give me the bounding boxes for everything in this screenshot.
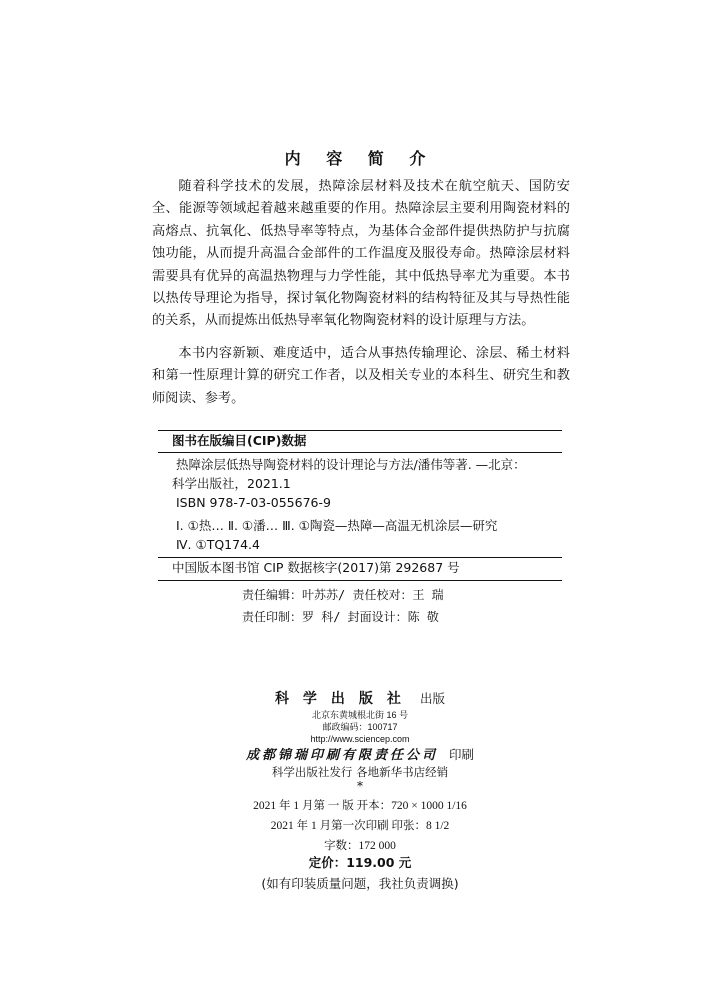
cip-heading: 图书在版编目(CIP)数据 xyxy=(172,433,307,448)
publisher-suffix: 出版 xyxy=(420,691,446,706)
cip-line-4: Ⅰ. ①热… Ⅱ. ①潘… Ⅲ. ①陶瓷—热障—高温无机涂层—研究 xyxy=(176,518,498,533)
separator-star: * xyxy=(357,779,363,793)
printer-line xyxy=(0,744,720,763)
cip-note: 中国版本图书馆 CIP 数据核字(2017)第 292687 号 xyxy=(172,560,460,575)
publisher-line xyxy=(0,688,720,708)
imprint-notice: (如有印装质量问题，我社负责调换) xyxy=(261,876,459,891)
cip-line-3: ISBN 978-7-03-055676-9 xyxy=(176,495,331,510)
imprint-wordcount: 字数：172 000 xyxy=(324,840,396,852)
cip-line-5: Ⅳ. ①TQ174.4 xyxy=(176,537,260,552)
printer-name: 成都锦瑞印刷有限责任公司 xyxy=(245,748,438,763)
publisher-postcode: 邮政编码：100717 xyxy=(322,722,398,732)
cip-heading-rule xyxy=(158,452,562,453)
printer-suffix: 印刷 xyxy=(449,747,475,762)
distribution: 科学出版社发行 各地新华书店经销 xyxy=(271,765,449,779)
cip-line-1: 热障涂层低热导陶瓷材料的设计理论与方法/潘伟等著. —北京： xyxy=(176,457,526,472)
intro-paragraph-1 xyxy=(152,176,570,333)
cip-bottom-rule xyxy=(158,580,562,581)
responsibility-line-1: 责任编辑：叶苏苏/ 责任校对：王 瑞 xyxy=(242,588,444,602)
cip-line-2: 科学出版社，2021.1 xyxy=(172,476,291,491)
intro-paragraph-2 xyxy=(152,343,570,410)
intro-text-1: 随着科学技术的发展，热障涂层材料及技术在航空航天、国防安全、能源等领域起着越来越重要的作用。热障涂层主要利用陶瓷材料的高熔点、抗氧化、低热导率等特点，为基体合金部件提供热防护与抗腐蚀功能，从而提升高温合金部件的工作温度及服役寿命。热障涂层材料需要具有优异的高温热物理与力学性能，其中低热导率尤为重要。本书以热传导理论为指导，探讨氧化物陶瓷材料的结构特征及其与导热性能的关系，从而提炼出低热导率氧化物陶瓷材料的设计原理与方法。 xyxy=(152,179,570,329)
responsibility-line-2: 责任印制：罗 科/ 封面设计：陈 敬 xyxy=(242,610,439,624)
publisher-website: http://www.sciencep.com xyxy=(310,734,410,744)
page-title: 内 容 简 介 xyxy=(284,149,436,168)
imprint-printing: 2021 年 1 月第一次印刷 印张：8 1/2 xyxy=(270,820,450,832)
intro-text-2: 本书内容新颖、难度适中，适合从事热传输理论、涂层、稀土材料和第一性原理计算的研究工作者，以及相关专业的本科生、研究生和教师阅读、参考。 xyxy=(152,346,570,406)
imprint-edition: 2021 年 1 月第 一 版 开本：720 × 1000 1/16 xyxy=(253,800,467,812)
publisher-address: 北京东黄城根北街 16 号 xyxy=(311,710,408,720)
publisher-name: 科学出版社 xyxy=(274,691,415,707)
imprint-price: 定价：119.00 元 xyxy=(308,855,412,870)
